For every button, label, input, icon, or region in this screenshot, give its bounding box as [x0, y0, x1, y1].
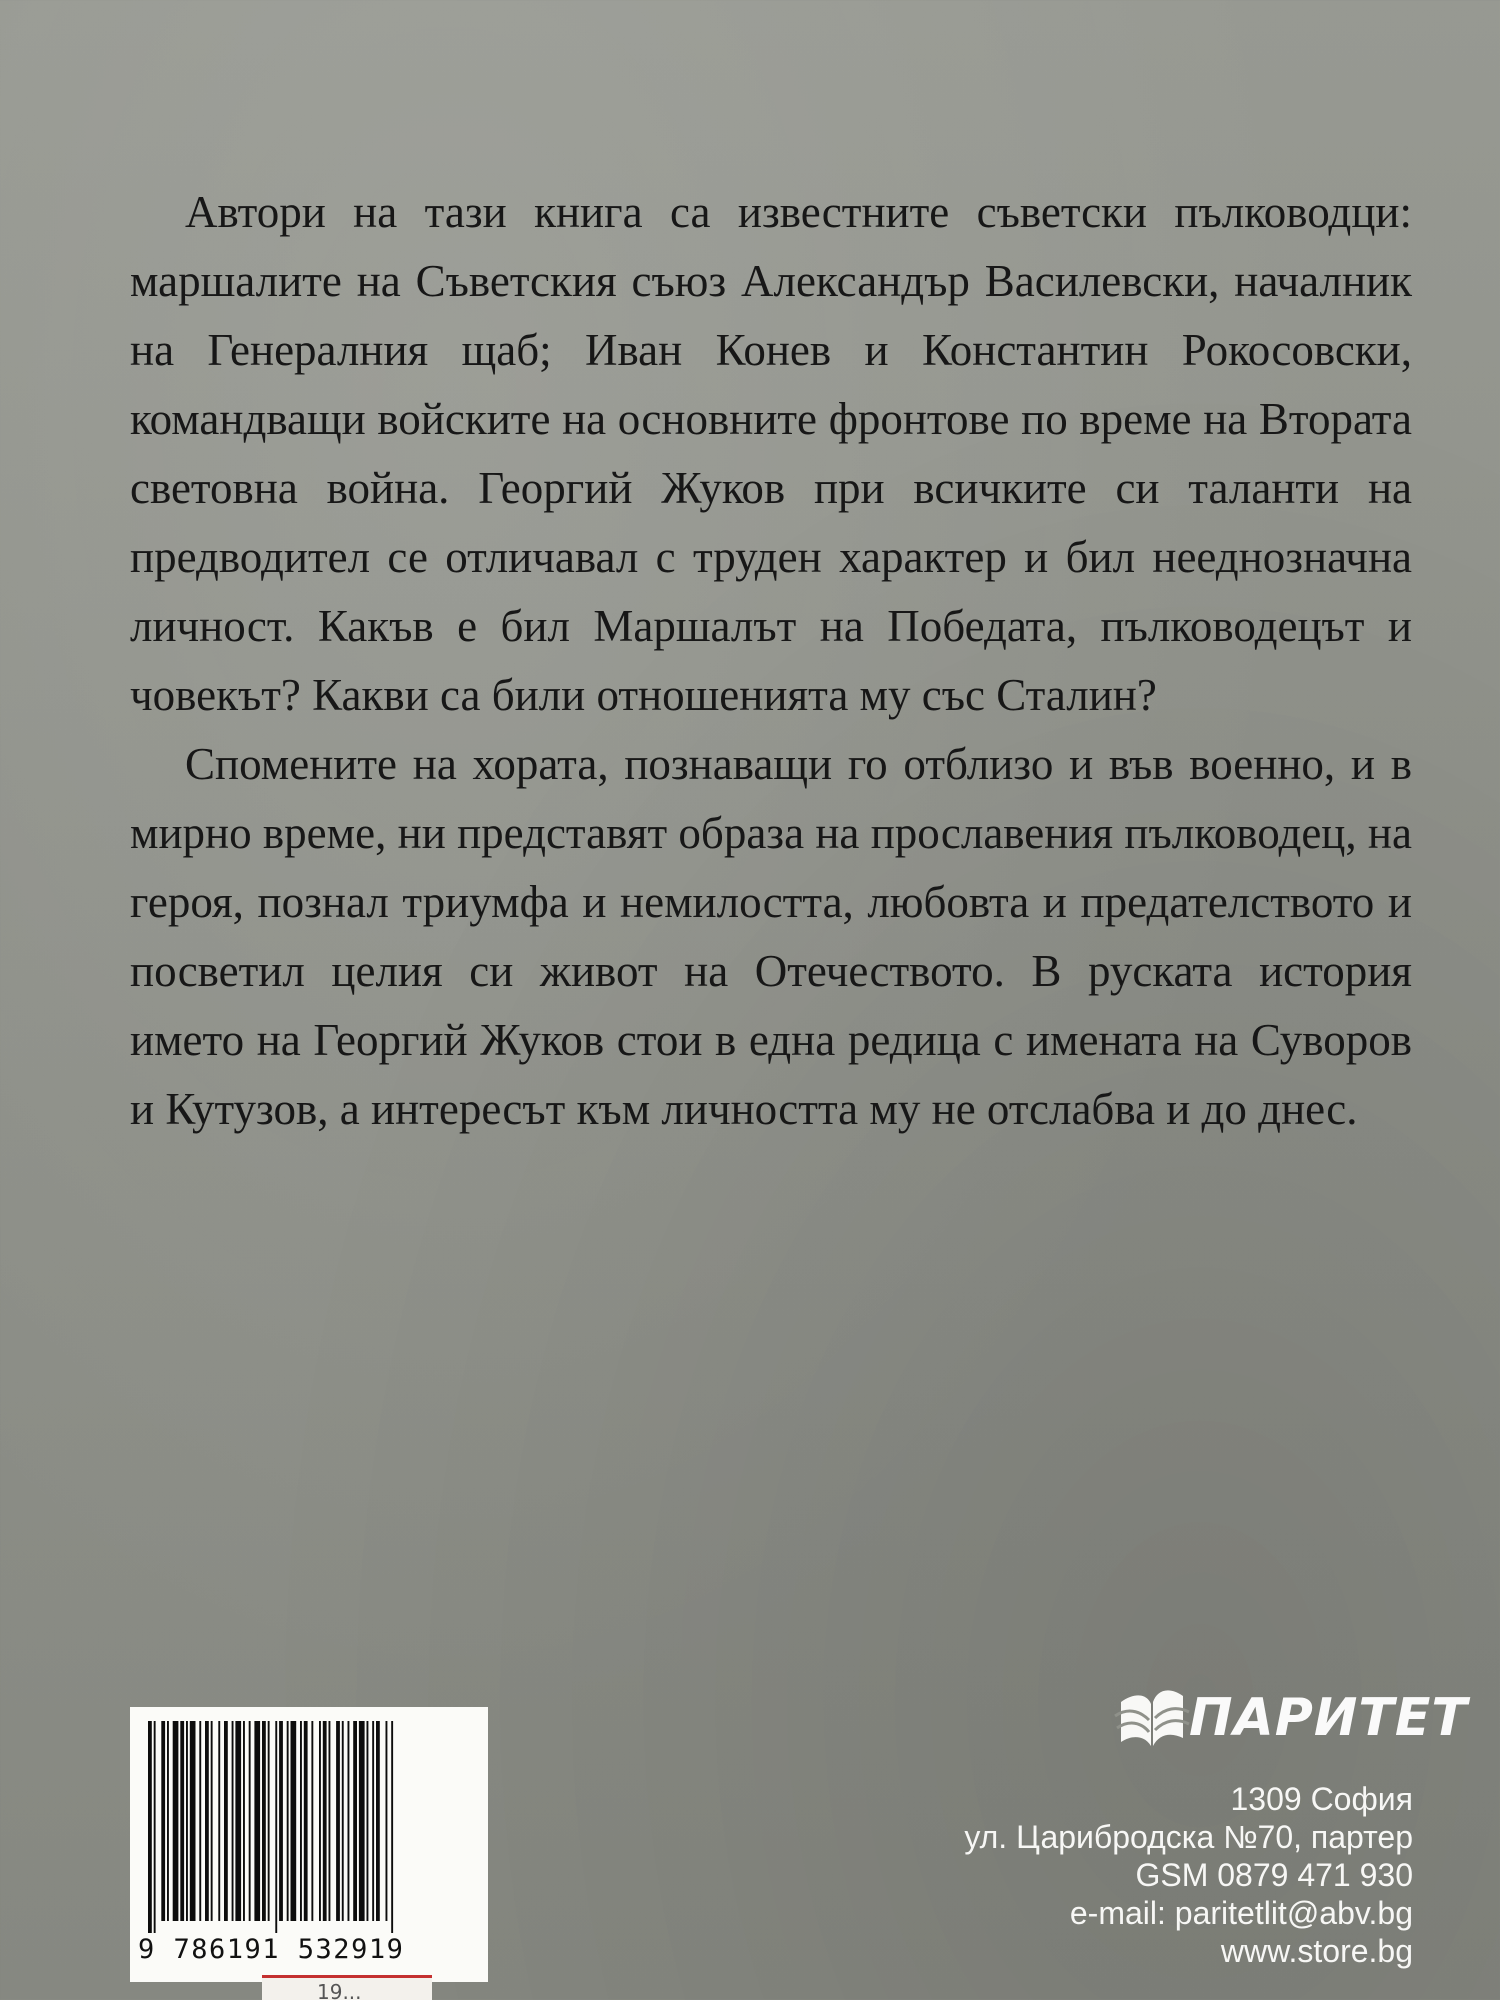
barcode-bar: [268, 1721, 270, 1921]
barcode-bar: [311, 1721, 313, 1921]
isbn-barcode: [130, 1707, 488, 1982]
barcode-bar: [254, 1721, 260, 1921]
barcode-bar: [148, 1721, 152, 1933]
barcode-bar: [243, 1721, 245, 1921]
blurb-paragraph-1: Автори на тази книга са известните съветски пълководци: маршалите на Съветския съюз Александър Василевски, началник на Генералния щаб; Иван Конев и Константин Рокосовски, командващи войските на основните фронтове по време на Втората световна война. Георгий Жуков при всичките си таланти на предводител се отличавал с труден характер и бил нееднозначна личност. Какъв е бил Маршалът на Победата, пълководецът и човекът? Какви са били отношенията му със Сталин?: [130, 187, 1412, 720]
barcode-bar: [287, 1721, 289, 1921]
barcode-bar: [329, 1721, 331, 1921]
barcode-bar: [319, 1721, 321, 1921]
barcode-bar: [336, 1721, 340, 1921]
publisher-logo: [1113, 1682, 1468, 1762]
barcode-bar: [323, 1721, 327, 1921]
barcode-bar: [348, 1721, 350, 1921]
address-email: e-mail: paritetlit@abv.bg: [1069, 1895, 1413, 1931]
barcode-bar: [386, 1721, 388, 1921]
publisher-name: ПАРИТЕТ: [1189, 1688, 1468, 1748]
blurb-paragraph-2: Спомените на хората, познаващи го отблизо и във военно, и в мирно време, ни представят образа на прославения пълководец, на героя, познал триумфа и немилостта, любовта и предателството и посветил целия си живот на Отечеството. В руската история името на Георгий Жуков стои в една редица с имената на Суворов и Кутузов, а интересът към личността му не отслабва и до днес.: [130, 739, 1412, 1134]
barcode-bar: [291, 1721, 297, 1921]
barcode-bar: [218, 1721, 220, 1921]
barcode-bar: [154, 1721, 156, 1933]
address-phone: GSM 0879 471 930: [1135, 1857, 1413, 1893]
barcode-bar: [300, 1721, 302, 1921]
barcode-bar: [275, 1721, 277, 1933]
barcode-bar: [161, 1721, 165, 1921]
blurb-text: [130, 178, 1412, 1144]
barcode-bar: [262, 1721, 266, 1921]
barcode-bar: [372, 1721, 374, 1921]
address-website: www.store.bg: [1220, 1933, 1413, 1969]
address-city: 1309 София: [1230, 1781, 1413, 1817]
price-sticker: [262, 1975, 432, 2000]
barcode-digits: 9 786191 532919: [138, 1934, 405, 1965]
address-street: ул. Царибродска №70, партер: [964, 1819, 1413, 1855]
barcode-bar: [249, 1721, 251, 1921]
barcode-bar: [353, 1721, 357, 1921]
price-sticker-text: 19...: [317, 1980, 362, 2000]
barcode-bar: [173, 1721, 179, 1921]
barcode-bar: [391, 1721, 393, 1933]
barcode-bar: [304, 1721, 308, 1921]
barcode-bar: [167, 1721, 169, 1921]
barcode-bar: [359, 1721, 365, 1921]
publisher-address: [853, 1780, 1413, 1970]
barcode-bar: [205, 1721, 209, 1921]
barcode-bar: [367, 1721, 369, 1921]
barcode-bar: [342, 1721, 344, 1921]
barcode-bars: [144, 1721, 474, 1933]
barcode-bar: [279, 1721, 283, 1921]
barcode-bar: [211, 1721, 213, 1921]
barcode-bar: [232, 1721, 234, 1921]
barcode-bar: [224, 1721, 228, 1921]
barcode-bar: [190, 1721, 196, 1921]
barcode-bar: [235, 1721, 241, 1921]
barcode-bar: [180, 1721, 184, 1921]
open-book-icon: [1113, 1682, 1191, 1762]
barcode-bar: [186, 1721, 188, 1921]
barcode-bar: [376, 1721, 380, 1921]
barcode-bar: [199, 1721, 201, 1921]
